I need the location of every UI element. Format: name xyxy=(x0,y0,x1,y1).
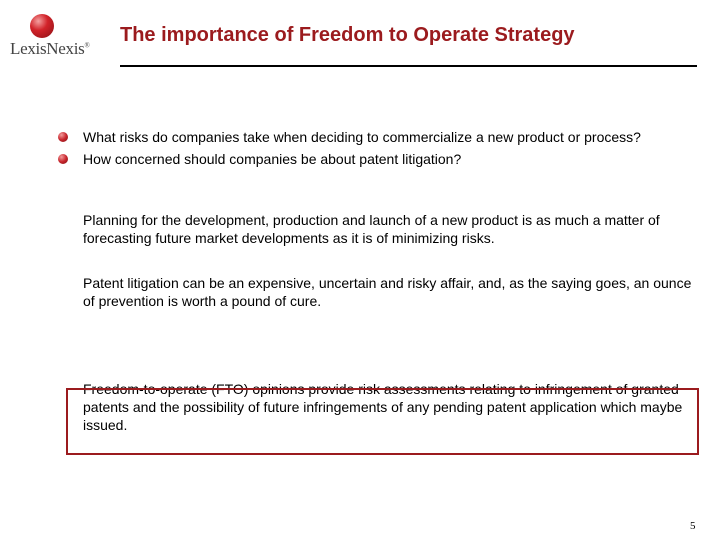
bullet-text: What risks do companies take when deciding to commercialize a new product or process? xyxy=(83,129,641,145)
bullet-item xyxy=(58,128,698,146)
title-divider xyxy=(120,65,697,67)
slide-title: The importance of Freedom to Operate Strategy xyxy=(120,24,575,46)
bullet-icon xyxy=(58,154,68,164)
paragraph-litigation: Patent litigation can be an expensive, uncertain and risky affair, and, as the saying goes, an ounce of prevention is worth a pound of cure. xyxy=(83,275,692,309)
page-number: 5 xyxy=(690,520,696,532)
paragraph-planning: Planning for the development, production and launch of a new product is as much a matter of forecasting future market developments as it is of minimizing risks. xyxy=(83,212,660,246)
highlight-box xyxy=(66,388,699,455)
bullet-item xyxy=(58,150,698,168)
lexisnexis-logo xyxy=(10,12,110,62)
logo-sphere-icon xyxy=(30,14,54,38)
bullet-icon xyxy=(58,132,68,142)
bullet-text: How concerned should companies be about patent litigation? xyxy=(83,151,462,167)
logo-text: LexisNexis® xyxy=(10,39,90,58)
paragraph-fto: Freedom-to-operate (FTO) opinions provide risk assessments relating to infringement of granted patents and the possibility of future infringements of any pending patent application which maybe issued. xyxy=(83,381,683,433)
bullet-list xyxy=(58,128,698,168)
